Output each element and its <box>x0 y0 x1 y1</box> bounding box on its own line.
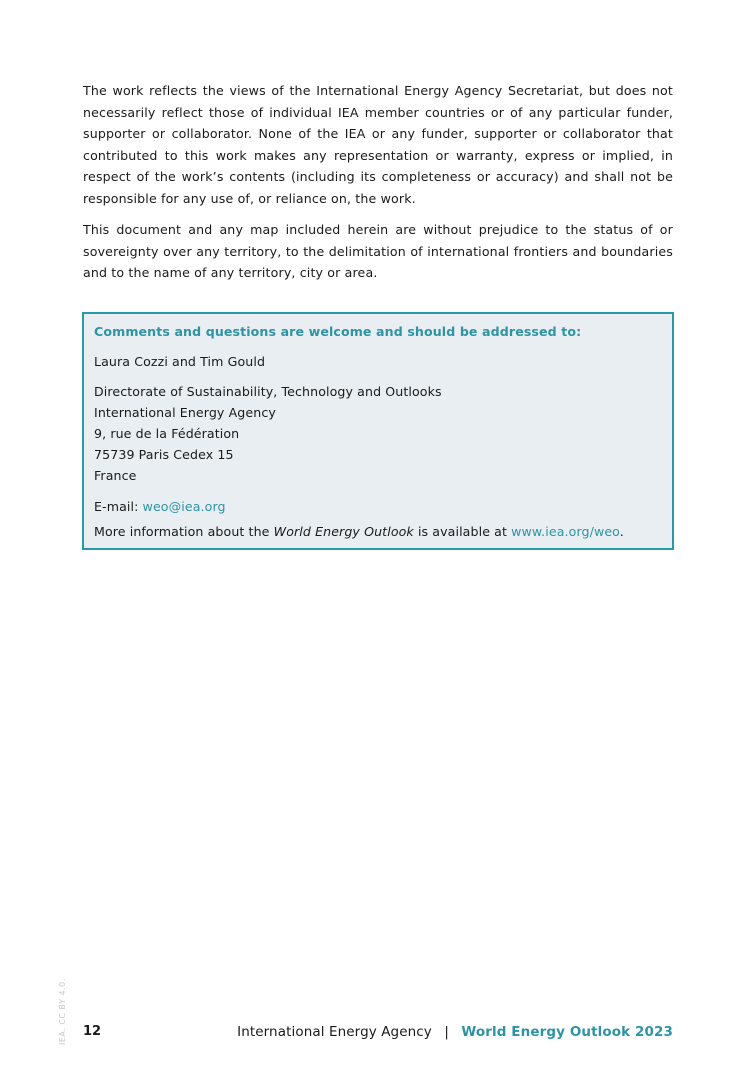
email-line <box>94 499 226 514</box>
address-line-country: France <box>94 468 137 483</box>
territory-disclaimer-paragraph: This document and any map included herein are without prejudice to the status of or sovereignty over any territory, to the delimitation of international frontiers and boundaries and to the name of any territory, city or area. <box>83 222 673 281</box>
contact-box <box>82 312 674 550</box>
weo-website-link[interactable]: www.iea.org/weo <box>511 524 620 539</box>
footer-publication: World Energy Outlook 2023 <box>461 1024 673 1040</box>
address-line-agency: International Energy Agency <box>94 405 276 420</box>
address-line-directorate: Directorate of Sustainability, Technology and Outlooks <box>94 384 442 399</box>
disclaimer-paragraph: The work reflects the views of the International Energy Agency Secretariat, but does not necessarily reflect those of individual IEA member countries or of any particular funder, supporter or collaborator. None of the IEA or any funder, supporter or collaborator that contributed to this work makes any representation or warranty, express or implied, in respect of the work’s contents (including its completeness or accuracy) and shall not be responsible for any use of, or reliance on, the work. <box>83 83 673 206</box>
email-link[interactable]: weo@iea.org <box>142 499 226 514</box>
more-info-line <box>94 524 624 539</box>
more-info-middle: is available at <box>417 524 508 539</box>
page-number: 12 <box>83 1024 102 1039</box>
contact-heading: Comments and questions are welcome and should be addressed to: <box>94 324 582 339</box>
address-line-city: 75739 Paris Cedex 15 <box>94 447 234 462</box>
license-credit: IEA. CC BY 4.0. <box>58 978 67 1045</box>
email-label: E-mail: <box>94 499 139 514</box>
more-info-suffix: . <box>619 524 624 539</box>
more-info-title: World Energy Outlook <box>273 524 414 539</box>
footer-organization: International Energy Agency <box>237 1024 432 1040</box>
footer-separator: | <box>444 1024 449 1040</box>
more-info-prefix: More information about the <box>94 524 270 539</box>
address-line-street: 9, rue de la Fédération <box>94 426 240 441</box>
footer-running-title <box>237 1024 673 1040</box>
contact-names: Laura Cozzi and Tim Gould <box>94 354 266 369</box>
